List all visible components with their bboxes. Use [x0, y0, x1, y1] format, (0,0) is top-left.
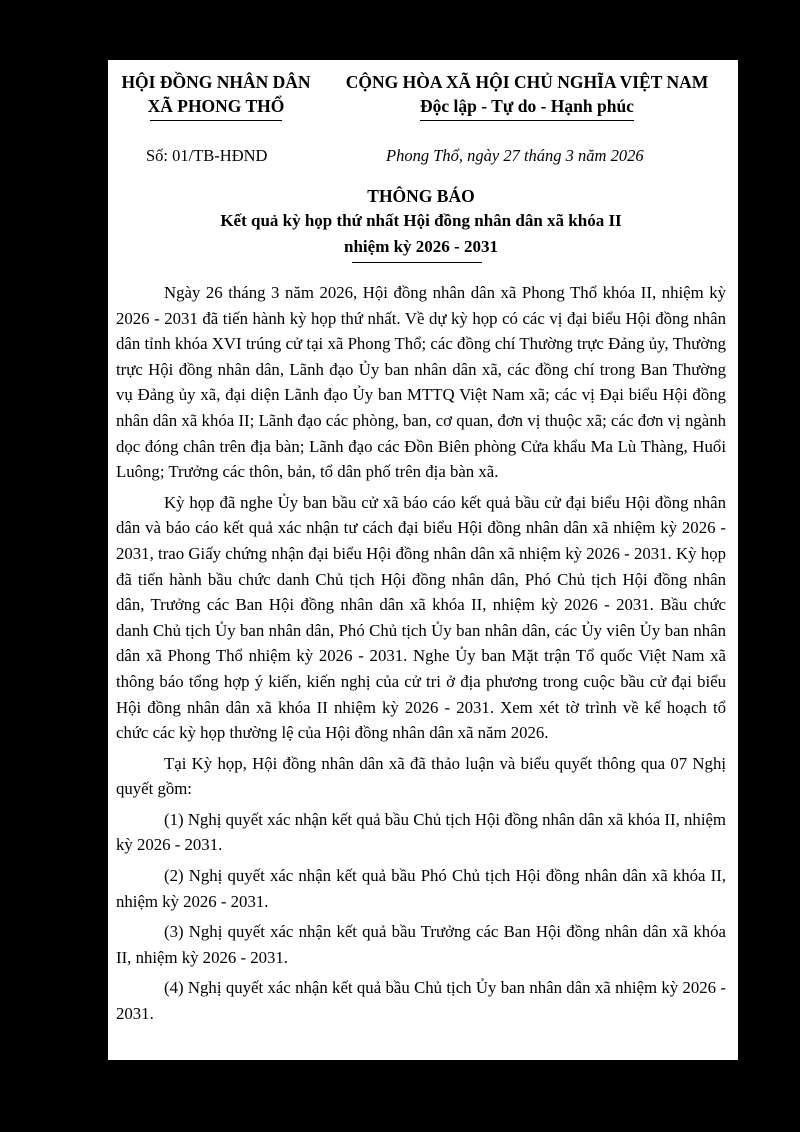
title-block [116, 184, 726, 260]
resolution-item: (1) Nghị quyết xác nhận kết quả bầu Chủ tịch Hội đồng nhân dân xã khóa II, nhiệm kỳ 2026 - 2031. [116, 809, 726, 855]
document-number: Số: 01/TB-HĐND [146, 146, 268, 165]
paragraph: Kỳ họp đã nghe Ủy ban bầu cử xã báo cáo kết quả bầu cử đại biểu Hội đồng nhân dân và báo cáo kết quả xác nhận tư cách đại biểu Hội đồng nhân dân xã nhiệm kỳ 2026 - 2031, trao Giấy chứng nhận đại biểu Hội đồng nhân dân xã nhiệm kỳ 2026 - 2031. Kỳ họp đã tiến hành bầu chức danh Chủ tịch Hội đồng nhân dân, Phó Chủ tịch Hội đồng nhân dân, Trưởng các Ban Hội đồng nhân dân xã khóa II, nhiệm kỳ 2026 - 2031. Bầu chức danh Chủ tịch Ủy ban nhân dân, Phó Chủ tịch Ủy ban nhân dân, các Ủy viên Ủy ban nhân dân xã Phong Thổ nhiệm kỳ 2026 - 2031. Nghe Ủy ban Mặt trận Tổ quốc Việt Nam xã thông báo tổng hợp ý kiến, kiến nghị của cử tri ở địa phương trong cuộc bầu cử đại biểu Hội đồng nhân dân xã khóa II nhiệm kỳ 2026 - 2031. Xem xét tờ trình về kế hoạch tổ chức các kỳ họp thường lệ của Hội đồng nhân dân xã năm 2026. [116, 492, 726, 743]
paragraph: Ngày 26 tháng 3 năm 2026, Hội đồng nhân dân xã Phong Thổ khóa II, nhiệm kỳ 2026 - 2031 đã tiến hành kỳ họp thứ nhất. Về dự kỳ họp có các vị đại biểu Hội đồng nhân dân tỉnh khóa XVI trúng cử tại xã Phong Thổ; các đồng chí Thường trực Đảng ủy, Thường trực Hội đồng nhân dân, Lãnh đạo Ủy ban nhân dân xã, các đồng chí trong Ban Thường vụ Đảng ủy xã, đại diện Lãnh đạo Ủy ban MTTQ Việt Nam xã; các vị Đại biểu Hội đồng nhân dân xã khóa II; Lãnh đạo các phòng, ban, cơ quan, đơn vị thuộc xã; các đơn vị ngành dọc đóng chân trên địa bàn; Lãnh đạo các Đồn Biên phòng Cửa khẩu Ma Lù Thàng, Huổi Luông; Trưởng các thôn, bản, tổ dân phố trên địa bàn xã. [116, 283, 726, 482]
agency-name: HỘI ĐỒNG NHÂN DÂN [121, 72, 311, 92]
document-body [116, 280, 726, 1027]
agency-locality: XÃ PHONG THỔ [147, 96, 285, 116]
place-date: Phong Thổ, ngày 27 tháng 3 năm 2026 [386, 146, 644, 165]
document-header [116, 70, 726, 142]
document-content [116, 70, 726, 1032]
paragraph: Tại Kỳ họp, Hội đồng nhân dân xã đã thảo luận và biểu quyết thông qua 07 Nghị quyết gồm: [116, 753, 726, 799]
resolution-item: (3) Nghị quyết xác nhận kết quả bầu Trưởng các Ban Hội đồng nhân dân xã khóa II, nhiệm kỳ 2026 - 2031. [116, 922, 726, 967]
issuing-agency [116, 70, 316, 118]
country-name: CỘNG HÒA XÃ HỘI CHỦ NGHĨA VIỆT NAM [345, 72, 709, 92]
document-page [108, 60, 738, 1060]
resolution-item: (2) Nghị quyết xác nhận kết quả bầu Phó Chủ tịch Hội đồng nhân dân xã khóa II, nhiệm kỳ 2026 - 2031. [116, 866, 726, 911]
document-subtitle: Kết quả kỳ họp thứ nhất Hội đồng nhân dân xã khóa II [220, 211, 622, 230]
national-motto [316, 70, 738, 118]
resolution-item: (4) Nghị quyết xác nhận kết quả bầu Chủ tịch Ủy ban nhân dân xã nhiệm kỳ 2026 - 2031. [116, 978, 726, 1024]
document-title: THÔNG BÁO [367, 186, 475, 206]
motto-text: Độc lập - Tự do - Hạnh phúc [420, 96, 634, 116]
document-term: nhiệm kỳ 2026 - 2031 [344, 234, 498, 260]
document-meta [116, 142, 726, 182]
